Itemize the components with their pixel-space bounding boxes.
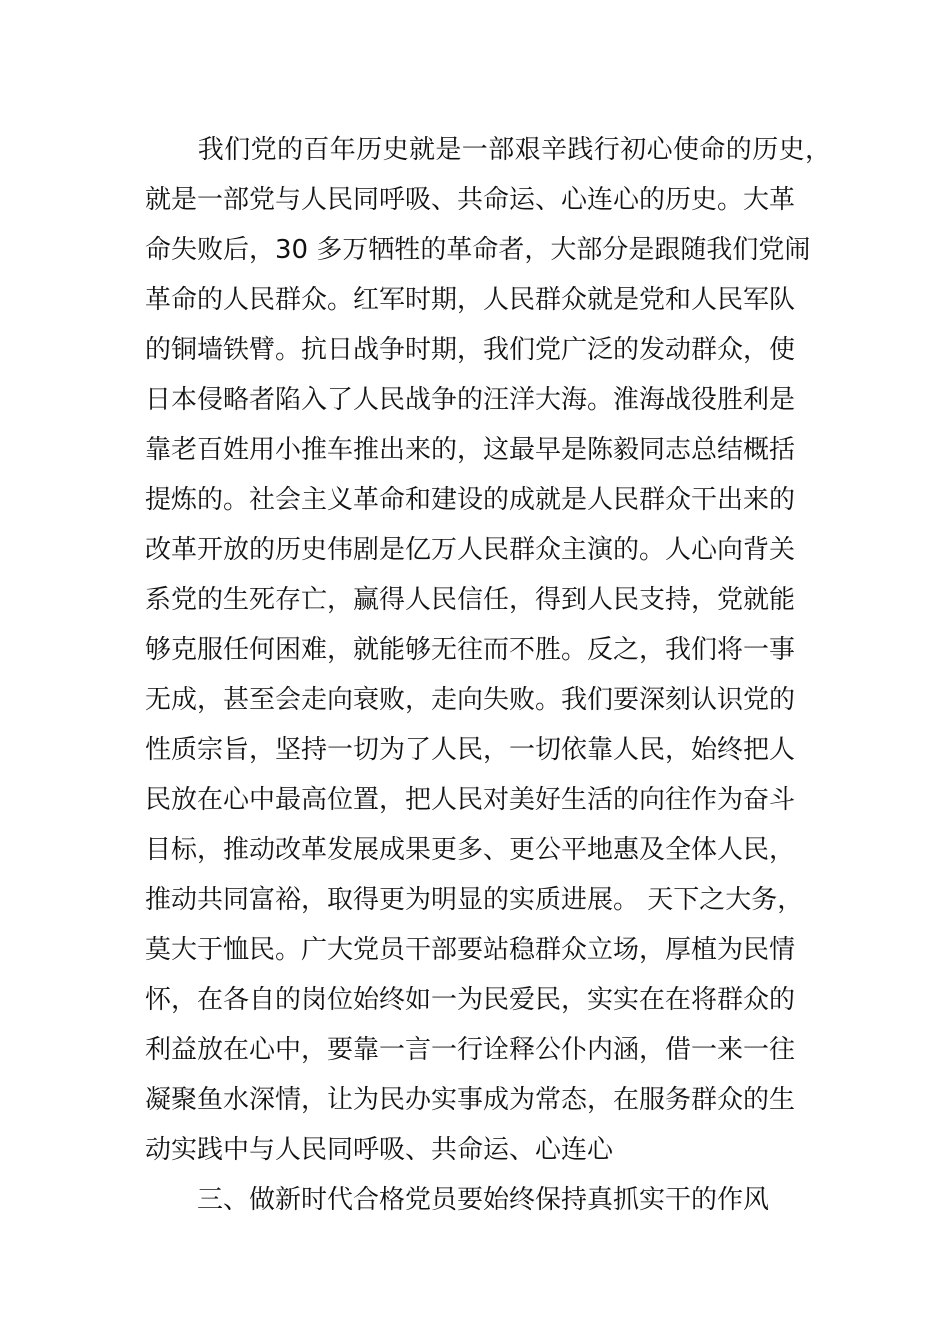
paragraph-line: 怀，在各自的岗位始终如一为民爱民，实实在在将群众的 xyxy=(145,985,796,1015)
paragraph-line: 改革开放的历史伟剧是亿万人民群众主演的。人心向背关 xyxy=(145,535,796,565)
paragraph-line: 命失败后，30 多万牺牲的革命者，大部分是跟随我们党闹 xyxy=(145,235,811,265)
paragraph-line: 我们党的百年历史就是一部艰辛践行初心使命的历史， xyxy=(145,135,832,165)
paragraph-line: 革命的人民群众。红军时期，人民群众就是党和人民军队 xyxy=(145,285,796,315)
paragraph-line: 性质宗旨，坚持一切为了人民，一切依靠人民，始终把人 xyxy=(145,735,796,765)
paragraph-line: 莫大于恤民。广大党员干部要站稳群众立场，厚植为民情 xyxy=(145,935,796,965)
paragraph-line: 动实践中与人民同呼吸、共命运、心连心 xyxy=(145,1135,614,1165)
paragraph-line: 系党的生死存亡，赢得人民信任，得到人民支持，党就能 xyxy=(145,585,796,615)
paragraph-line: 的铜墙铁臂。抗日战争时期，我们党广泛的发动群众，使 xyxy=(145,335,796,365)
paragraph-line: 日本侵略者陷入了人民战争的汪洋大海。淮海战役胜利是 xyxy=(145,385,796,415)
paragraph-line: 就是一部党与人民同呼吸、共命运、心连心的历史。大革 xyxy=(145,185,796,215)
paragraph-line: 目标，推动改革发展成果更多、更公平地惠及全体人民， xyxy=(145,835,796,865)
paragraph-line: 够克服任何困难，就能够无往而不胜。反之，我们将一事 xyxy=(145,635,796,665)
section-heading: 三、做新时代合格党员要始终保持真抓实干的作风 xyxy=(145,1185,770,1215)
paragraph-line: 利益放在心中，要靠一言一行诠释公仆内涵，借一来一往 xyxy=(145,1035,796,1065)
paragraph-line: 民放在心中最高位置，把人民对美好生活的向往作为奋斗 xyxy=(145,785,796,815)
paragraph-line: 凝聚鱼水深情，让为民办实事成为常态，在服务群众的生 xyxy=(145,1085,796,1115)
paragraph-line: 提炼的。社会主义革命和建设的成就是人民群众干出来的 xyxy=(145,485,796,515)
paragraph-line: 推动共同富裕，取得更为明显的实质进展。 天下之大务， xyxy=(145,885,804,915)
paragraph-line: 无成，甚至会走向衰败，走向失败。我们要深刻认识党的 xyxy=(145,685,796,715)
paragraph-line: 靠老百姓用小推车推出来的，这最早是陈毅同志总结概括 xyxy=(145,435,796,465)
